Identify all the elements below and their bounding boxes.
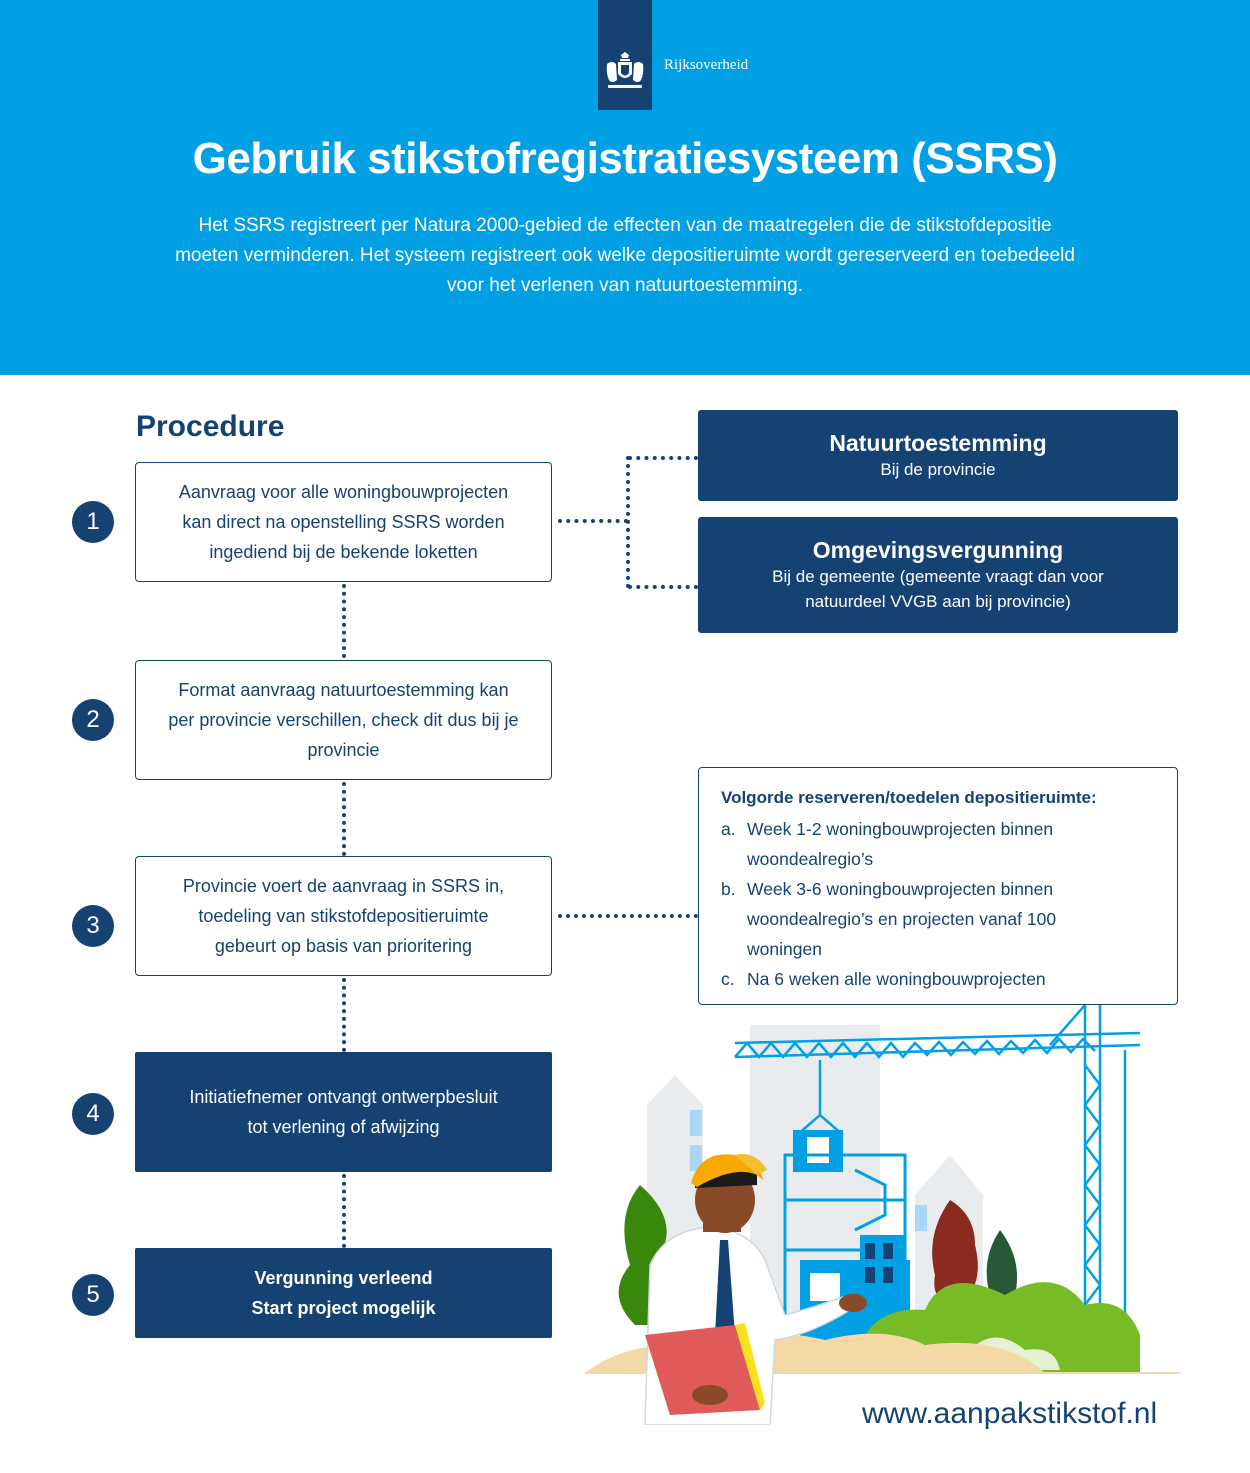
permit-connector: [626, 456, 630, 588]
order-connector: [558, 914, 698, 918]
step-connector: [342, 978, 346, 1052]
order-line: Week 3-6 woningbouwprojecten binnen: [747, 879, 1054, 899]
order-title: Volgorde reserveren/toedelen depositieruimte:: [721, 788, 1097, 807]
step-line: per provincie verschillen, check dit dus bij je: [168, 710, 519, 730]
step-line: Aanvraag voor alle woningbouwprojecten: [178, 482, 509, 502]
order-line: Week 1-2 woningbouwprojecten binnen: [747, 819, 1054, 839]
page-title: Gebruik stikstofregistratiesysteem (SSRS): [192, 134, 1058, 183]
step-line: toedeling van stikstofdepositieruimte: [198, 906, 489, 926]
step-line: Vergunning verleend: [254, 1268, 433, 1288]
header-banner: [0, 0, 1250, 375]
step-number: 1: [72, 501, 114, 543]
order-line: woningen: [747, 939, 822, 959]
permit-subtitle: Bij de provincie: [880, 460, 996, 479]
permit-subtitle: Bij de gemeente (gemeente vraagt dan voor: [772, 567, 1104, 586]
permit-omgevingsvergunning: [698, 517, 1178, 633]
coat-of-arms-icon: [604, 52, 646, 92]
intro-line: voor het verlenen van natuurtoestemming.: [447, 275, 803, 296]
website-url[interactable]: www.aanpakstikstof.nl: [862, 1397, 1158, 1430]
step-1-box: [135, 462, 552, 582]
step-connector: [342, 1174, 346, 1248]
order-line: woondealregio’s en projecten vanaf 100: [747, 909, 1057, 929]
order-item: [721, 874, 1155, 964]
step-line: Format aanvraag natuurtoestemming kan: [178, 680, 509, 700]
permit-connector: [628, 456, 698, 460]
step-2-box: [135, 660, 552, 780]
rijksoverheid-logo: [598, 0, 652, 110]
step-line: tot verlening of afwijzing: [247, 1117, 440, 1137]
step-connector: [342, 584, 346, 658]
order-line: woondealregio’s: [747, 849, 874, 869]
intro-line: moeten verminderen. Het systeem registreert ook welke depositieruimte wordt gereserveerd en toebedeeld: [175, 245, 1075, 266]
construction-illustration: [585, 1005, 1180, 1425]
allocation-order-box: [698, 767, 1178, 1005]
order-letter: c.: [721, 969, 735, 989]
step-line: Provincie voert de aanvraag in SSRS in,: [182, 876, 505, 896]
step-number: 5: [72, 1274, 114, 1316]
tree-icon: [987, 1230, 1017, 1295]
permit-title: Omgevingsvergunning: [812, 537, 1064, 563]
step-number: 3: [72, 905, 114, 947]
step-line: gebeurt op basis van prioritering: [214, 936, 473, 956]
step-5-box: [135, 1248, 552, 1338]
step-line: provincie: [307, 740, 380, 760]
order-letter: a.: [721, 819, 736, 839]
order-line: Na 6 weken alle woningbouwprojecten: [747, 969, 1046, 989]
step-connector: [342, 782, 346, 856]
step-number: 2: [72, 699, 114, 741]
intro-text: [120, 211, 1130, 301]
permit-subtitle: natuurdeel VVGB aan bij provincie): [805, 592, 1071, 611]
logo-text: Rijksoverheid: [664, 57, 749, 73]
procedure-title: Procedure: [136, 410, 285, 443]
order-letter: b.: [721, 879, 736, 899]
step-line: ingediend bij de bekende loketten: [209, 542, 478, 562]
step-line: Initiatiefnemer ontvangt ontwerpbesluit: [189, 1087, 498, 1107]
step-line: kan direct na openstelling SSRS worden: [182, 512, 505, 532]
step-4-box: [135, 1052, 552, 1172]
permit-connector: [558, 519, 628, 523]
step-number: 4: [72, 1093, 114, 1135]
permit-natuurtoestemming: [698, 410, 1178, 501]
permit-connector: [628, 585, 698, 589]
permit-title: Natuurtoestemming: [829, 430, 1047, 456]
intro-line: Het SSRS registreert per Natura 2000-gebied de effecten van de maatregelen die de stikstofdepositie: [198, 215, 1052, 236]
step-line: Start project mogelijk: [251, 1298, 436, 1318]
order-item: [721, 964, 1155, 994]
step-3-box: [135, 856, 552, 976]
order-item: [721, 814, 1155, 874]
